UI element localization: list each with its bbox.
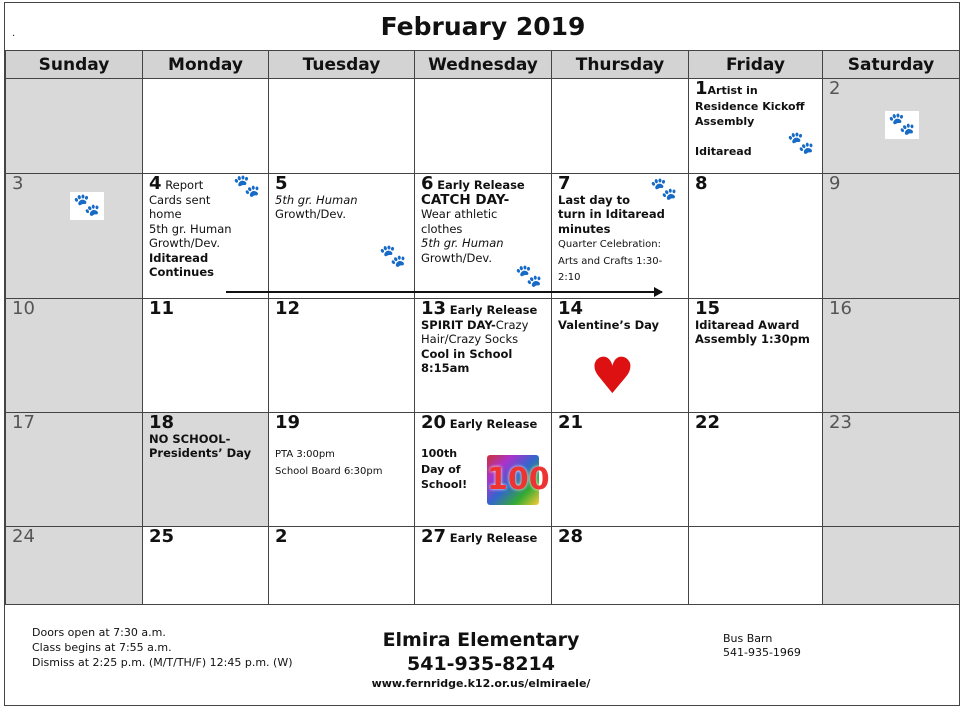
day-number: 2 bbox=[275, 526, 288, 547]
day-cell-20 bbox=[415, 413, 552, 527]
day-cell-empty bbox=[269, 79, 415, 174]
event-text: Last day to bbox=[558, 192, 630, 207]
week-row bbox=[6, 79, 960, 174]
day-cell-23 bbox=[823, 413, 960, 527]
day-number: 8 bbox=[695, 173, 708, 194]
event-text: Growth/Dev. bbox=[149, 236, 220, 250]
week-row bbox=[6, 527, 960, 605]
event-text: Continues bbox=[149, 265, 214, 279]
day-cell-empty bbox=[415, 79, 552, 174]
day-number: 1 bbox=[695, 78, 708, 99]
day-cell-12 bbox=[269, 299, 415, 413]
footer-line: Doors open at 7:30 a.m. bbox=[32, 626, 166, 639]
paw-print-icon: 🐾 bbox=[787, 131, 815, 156]
day-cell-empty bbox=[823, 527, 960, 605]
day-cell-22 bbox=[689, 413, 823, 527]
100-day-badge-icon: 100 bbox=[487, 455, 539, 505]
event-text: 5th gr. Human bbox=[421, 236, 504, 250]
day-number: 28 bbox=[558, 526, 584, 547]
event-text: Cool in School bbox=[421, 346, 513, 361]
day-number: 16 bbox=[829, 298, 852, 319]
event-text: Growth/Dev. bbox=[421, 250, 492, 265]
week-row bbox=[6, 174, 960, 299]
event-text: SPIRIT DAY- bbox=[421, 317, 496, 332]
footer-school-info bbox=[300, 628, 662, 692]
event-text: 100th bbox=[421, 447, 458, 460]
event-text: 2:10 bbox=[558, 272, 581, 283]
day-cell-19 bbox=[269, 413, 415, 527]
day-cell-17 bbox=[6, 413, 143, 527]
day-cell-26 bbox=[269, 527, 415, 605]
day-number: 9 bbox=[829, 173, 841, 194]
day-cell-6 bbox=[415, 174, 552, 299]
paw-print-icon: 🐾 bbox=[885, 111, 919, 139]
day-number: 5 bbox=[275, 173, 288, 194]
footer-bus-barn bbox=[723, 632, 801, 660]
day-number: 18 bbox=[149, 412, 175, 433]
event-text: Early Release bbox=[449, 417, 538, 431]
footer-times bbox=[32, 625, 293, 670]
event-text: Iditaread Award bbox=[695, 317, 800, 332]
event-text: Early Release bbox=[449, 303, 538, 317]
event-text: minutes bbox=[558, 221, 611, 236]
day-number: 23 bbox=[829, 412, 852, 433]
event-text: Wear athletic bbox=[421, 207, 498, 221]
week-row bbox=[6, 299, 960, 413]
event-text: 5th gr. Human bbox=[149, 221, 232, 236]
day-cell-2 bbox=[823, 79, 960, 174]
day-cell-5 bbox=[269, 174, 415, 299]
day-cell-16 bbox=[823, 299, 960, 413]
day-cell-10 bbox=[6, 299, 143, 413]
day-cell-14 bbox=[552, 299, 689, 413]
day-number: 10 bbox=[12, 298, 35, 319]
event-text: PTA 3:00pm bbox=[275, 449, 335, 460]
event-text: Residence Kickoff bbox=[695, 99, 805, 113]
weekday-friday: Friday bbox=[689, 51, 823, 79]
event-text: NO SCHOOL- bbox=[149, 431, 231, 446]
day-cell-18 bbox=[143, 413, 269, 527]
paw-print-icon: 🐾 bbox=[379, 244, 407, 269]
day-number: 6 bbox=[421, 173, 434, 194]
event-text: Day of bbox=[421, 462, 461, 476]
day-cell-1 bbox=[689, 79, 823, 174]
day-number: 25 bbox=[149, 526, 175, 547]
day-number: 14 bbox=[558, 298, 584, 319]
day-cell-27 bbox=[415, 527, 552, 605]
day-cell-24 bbox=[6, 527, 143, 605]
day-cell-25 bbox=[143, 527, 269, 605]
corner-mark: . bbox=[12, 28, 16, 39]
day-number: 20 bbox=[421, 412, 447, 433]
day-cell-13 bbox=[415, 299, 552, 413]
event-text: turn in Iditaread bbox=[558, 207, 665, 221]
school-phone: 541-935-8214 bbox=[407, 653, 555, 675]
weekday-tuesday: Tuesday bbox=[269, 51, 415, 79]
event-text: CATCH DAY- bbox=[421, 191, 510, 208]
event-text: home bbox=[149, 207, 182, 221]
weekday-saturday: Saturday bbox=[823, 51, 960, 79]
heart-icon: ♥ bbox=[590, 347, 635, 405]
day-number: 17 bbox=[12, 412, 35, 433]
event-text: Artist in bbox=[707, 84, 758, 97]
event-text: Early Release bbox=[437, 178, 525, 192]
event-text: Assembly bbox=[695, 115, 755, 128]
day-cell-9 bbox=[823, 174, 960, 299]
day-cell-empty bbox=[143, 79, 269, 174]
footer-line: Bus Barn bbox=[723, 632, 773, 645]
paw-print-icon: 🐾 bbox=[515, 264, 543, 289]
event-text: Iditaread bbox=[695, 145, 752, 158]
weekday-monday: Monday bbox=[143, 51, 269, 79]
event-text: 5th gr. Human bbox=[275, 192, 358, 207]
footer-line: Class begins at 7:55 a.m. bbox=[32, 641, 172, 654]
event-text: 8:15am bbox=[421, 361, 470, 375]
event-text: Hair/Crazy Socks bbox=[421, 332, 519, 346]
week-row bbox=[6, 413, 960, 527]
day-cell-4 bbox=[143, 174, 269, 299]
event-text: clothes bbox=[421, 221, 463, 236]
day-cell-empty bbox=[689, 527, 823, 605]
day-cell-3 bbox=[6, 174, 143, 299]
event-text: Arts and Crafts 1:30- bbox=[558, 255, 663, 267]
day-number: 4 bbox=[149, 173, 162, 194]
day-cell-11 bbox=[143, 299, 269, 413]
day-cell-28 bbox=[552, 527, 689, 605]
day-cell-empty bbox=[6, 79, 143, 174]
day-cell-empty bbox=[552, 79, 689, 174]
day-number: 22 bbox=[695, 412, 721, 433]
event-text: School Board 6:30pm bbox=[275, 465, 383, 477]
paw-print-icon: 🐾 bbox=[233, 174, 261, 199]
school-website: www.fernridge.k12.or.us/elmiraele/ bbox=[371, 677, 591, 690]
event-text: Valentine’s Day bbox=[558, 317, 660, 332]
paw-print-icon: 🐾 bbox=[650, 177, 678, 202]
iditaread-continues-arrow bbox=[226, 291, 662, 293]
calendar-grid bbox=[5, 50, 960, 605]
event-text: Report bbox=[165, 178, 204, 192]
paw-print-icon: 🐾 bbox=[70, 192, 104, 220]
day-cell-15 bbox=[689, 299, 823, 413]
calendar-title: February 2019 bbox=[380, 12, 586, 41]
day-number: 12 bbox=[275, 298, 301, 319]
weekday-thursday: Thursday bbox=[552, 51, 689, 79]
event-text: Quarter Celebration: bbox=[558, 239, 661, 250]
event-text: School! bbox=[421, 478, 468, 491]
day-number: 21 bbox=[558, 412, 584, 433]
footer-line: Dismiss at 2:25 p.m. (M/T/TH/F) 12:45 p.m. (W) bbox=[32, 656, 293, 669]
day-cell-8 bbox=[689, 174, 823, 299]
event-text: Early Release bbox=[449, 531, 538, 545]
footer-line: 541-935-1969 bbox=[723, 646, 801, 659]
day-number: 19 bbox=[275, 412, 301, 433]
event-text: Iditaread bbox=[149, 250, 209, 265]
weekday-header-row bbox=[6, 51, 960, 79]
school-name: Elmira Elementary bbox=[382, 629, 580, 651]
day-number: 2 bbox=[829, 78, 841, 99]
day-number: 3 bbox=[12, 173, 24, 194]
day-number: 13 bbox=[421, 298, 447, 319]
event-text: Crazy bbox=[495, 317, 529, 332]
day-number: 7 bbox=[558, 173, 571, 194]
weekday-wednesday: Wednesday bbox=[415, 51, 552, 79]
day-number: 27 bbox=[421, 526, 447, 547]
day-number: 11 bbox=[149, 298, 175, 319]
day-cell-7 bbox=[552, 174, 689, 299]
event-text: Presidents’ Day bbox=[149, 446, 252, 460]
event-text: Cards sent bbox=[149, 192, 211, 207]
day-number: 15 bbox=[695, 298, 721, 319]
weekday-sunday: Sunday bbox=[6, 51, 143, 79]
day-number: 24 bbox=[12, 526, 35, 547]
event-text: Assembly 1:30pm bbox=[695, 332, 810, 346]
day-cell-21 bbox=[552, 413, 689, 527]
event-text: Growth/Dev. bbox=[275, 207, 346, 221]
